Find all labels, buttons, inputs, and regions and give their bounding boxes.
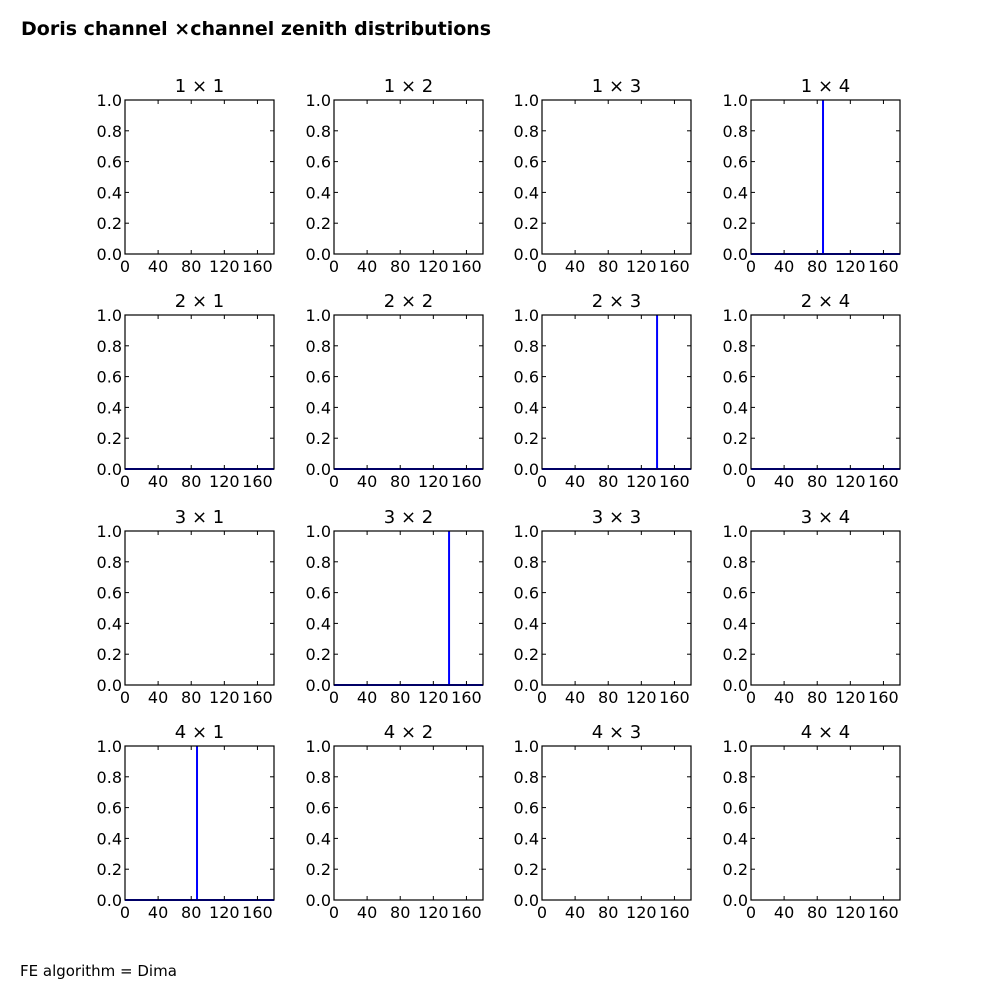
x-tick-label: 80 <box>390 257 411 276</box>
x-tick-label: 0 <box>119 903 131 922</box>
panel-title: 4 × 2 <box>383 722 434 743</box>
y-tick-label: 0.6 <box>722 583 748 603</box>
y-tick-label: 0.6 <box>513 798 539 818</box>
x-tick-label: 40 <box>147 688 169 707</box>
y-tick-label: 1.0 <box>722 91 748 110</box>
y-tick-label: 0.4 <box>722 829 748 849</box>
x-tick-label: 120 <box>418 903 449 922</box>
y-tick-label: 0.0 <box>722 245 748 264</box>
panel-title: 4 × 4 <box>800 722 851 743</box>
y-tick-label: 0.0 <box>305 460 331 479</box>
y-tick-label: 0.0 <box>305 676 331 695</box>
x-tick-label: 160 <box>242 688 273 707</box>
x-tick-label: 40 <box>356 688 378 707</box>
y-tick-label: 0.6 <box>513 152 539 172</box>
axes-frame <box>334 531 483 685</box>
x-tick-label: 120 <box>835 688 866 707</box>
panel-2-3 <box>514 291 691 491</box>
x-tick-label: 120 <box>209 257 240 276</box>
y-tick-label: 1.0 <box>513 522 539 541</box>
x-tick-label: 120 <box>209 688 240 707</box>
x-tick-label: 160 <box>868 903 899 922</box>
x-tick-label: 80 <box>390 472 411 491</box>
y-tick-label: 0.2 <box>513 214 539 234</box>
panel-title: 1 × 4 <box>800 76 851 97</box>
x-tick-label: 120 <box>418 257 449 276</box>
panel-1-3 <box>514 76 691 276</box>
y-tick-label: 1.0 <box>305 522 331 541</box>
y-tick-label: 0.4 <box>513 183 539 203</box>
y-tick-label: 0.2 <box>722 645 748 665</box>
y-tick-label: 0.2 <box>513 429 539 449</box>
y-tick-label: 0.2 <box>722 214 748 234</box>
axes-frame <box>334 746 483 900</box>
y-tick-label: 1.0 <box>305 737 331 756</box>
y-tick-label: 0.8 <box>96 121 122 141</box>
panel-3-3 <box>514 507 691 707</box>
x-tick-label: 160 <box>242 903 273 922</box>
x-tick-label: 40 <box>356 903 378 922</box>
axes-frame <box>125 746 274 900</box>
y-tick-label: 0.8 <box>513 336 539 356</box>
y-tick-label: 0.6 <box>305 367 331 387</box>
y-tick-label: 0.4 <box>96 614 122 634</box>
panel-title: 2 × 4 <box>800 291 851 312</box>
y-tick-label: 0.2 <box>722 860 748 880</box>
y-tick-label: 0.8 <box>722 121 748 141</box>
axes-frame <box>751 315 900 469</box>
x-tick-label: 80 <box>390 903 411 922</box>
y-tick-label: 1.0 <box>96 737 122 756</box>
y-tick-label: 0.2 <box>305 860 331 880</box>
x-tick-label: 40 <box>356 472 378 491</box>
y-tick-label: 0.0 <box>722 676 748 695</box>
y-tick-label: 0.4 <box>513 398 539 418</box>
axes-frame <box>542 100 691 254</box>
x-tick-label: 160 <box>868 257 899 276</box>
panel-4-1 <box>97 722 274 922</box>
axes-frame <box>542 746 691 900</box>
x-tick-label: 0 <box>536 903 548 922</box>
x-tick-label: 0 <box>745 472 757 491</box>
panel-4-3 <box>514 722 691 922</box>
x-tick-label: 160 <box>659 688 690 707</box>
x-tick-label: 120 <box>626 688 657 707</box>
x-tick-label: 80 <box>181 472 202 491</box>
x-tick-label: 80 <box>598 903 619 922</box>
y-tick-label: 0.0 <box>305 245 331 264</box>
x-tick-label: 40 <box>147 903 169 922</box>
y-tick-label: 0.0 <box>513 891 539 910</box>
x-tick-label: 40 <box>564 688 586 707</box>
y-tick-label: 0.6 <box>722 798 748 818</box>
y-tick-label: 0.8 <box>305 121 331 141</box>
panel-3-2 <box>306 507 483 707</box>
panel-2-4 <box>723 291 900 491</box>
y-tick-label: 0.0 <box>96 460 122 479</box>
y-tick-label: 0.2 <box>305 645 331 665</box>
x-tick-label: 160 <box>659 257 690 276</box>
y-tick-label: 0.8 <box>722 552 748 572</box>
y-tick-label: 1.0 <box>96 306 122 325</box>
x-tick-label: 160 <box>451 903 482 922</box>
y-tick-label: 0.0 <box>722 460 748 479</box>
panel-4-2 <box>306 722 483 922</box>
y-tick-label: 1.0 <box>305 306 331 325</box>
y-tick-label: 0.4 <box>96 183 122 203</box>
panel-2-2 <box>306 291 483 491</box>
y-tick-label: 0.2 <box>96 214 122 234</box>
x-tick-label: 160 <box>868 472 899 491</box>
x-tick-label: 120 <box>835 903 866 922</box>
y-tick-label: 1.0 <box>513 737 539 756</box>
y-tick-label: 0.0 <box>96 245 122 264</box>
axes-frame <box>751 746 900 900</box>
panel-1-2 <box>306 76 483 276</box>
y-tick-label: 0.4 <box>305 183 331 203</box>
y-tick-label: 0.0 <box>513 245 539 264</box>
x-tick-label: 80 <box>598 257 619 276</box>
y-tick-label: 0.2 <box>305 429 331 449</box>
x-tick-label: 0 <box>119 688 131 707</box>
x-tick-label: 80 <box>807 903 828 922</box>
y-tick-label: 0.0 <box>513 460 539 479</box>
y-tick-label: 1.0 <box>722 737 748 756</box>
panel-1-1 <box>97 76 274 276</box>
y-tick-label: 0.6 <box>96 367 122 387</box>
x-tick-label: 0 <box>328 257 340 276</box>
y-tick-label: 0.0 <box>722 891 748 910</box>
panel-4-4 <box>723 722 900 922</box>
x-tick-label: 120 <box>626 257 657 276</box>
x-tick-label: 120 <box>626 472 657 491</box>
panel-title: 1 × 2 <box>383 76 434 97</box>
y-tick-label: 1.0 <box>722 306 748 325</box>
x-tick-label: 0 <box>328 472 340 491</box>
x-tick-label: 120 <box>835 472 866 491</box>
y-tick-label: 0.4 <box>513 829 539 849</box>
x-tick-label: 160 <box>451 472 482 491</box>
x-tick-label: 160 <box>451 257 482 276</box>
x-tick-label: 80 <box>807 257 828 276</box>
panel-title: 3 × 3 <box>591 507 642 528</box>
y-tick-label: 0.6 <box>513 583 539 603</box>
y-tick-label: 0.6 <box>305 152 331 172</box>
y-tick-label: 0.8 <box>96 552 122 572</box>
x-tick-label: 40 <box>147 472 169 491</box>
y-tick-label: 0.4 <box>96 398 122 418</box>
x-tick-label: 40 <box>564 903 586 922</box>
y-tick-label: 0.2 <box>96 645 122 665</box>
y-tick-label: 0.4 <box>722 614 748 634</box>
algorithm-footnote: FE algorithm = Dima <box>20 962 177 980</box>
panel-title: 3 × 1 <box>174 507 225 528</box>
x-tick-label: 80 <box>598 688 619 707</box>
x-tick-label: 0 <box>536 472 548 491</box>
y-tick-label: 0.6 <box>513 367 539 387</box>
panel-3-1 <box>97 507 274 707</box>
y-tick-label: 0.2 <box>96 860 122 880</box>
x-tick-label: 0 <box>745 903 757 922</box>
x-tick-label: 0 <box>745 688 757 707</box>
y-tick-label: 0.8 <box>305 552 331 572</box>
x-tick-label: 80 <box>598 472 619 491</box>
panel-title: 4 × 3 <box>591 722 642 743</box>
x-tick-label: 0 <box>119 257 131 276</box>
x-tick-label: 40 <box>564 472 586 491</box>
y-tick-label: 0.8 <box>722 767 748 787</box>
panel-title: 2 × 2 <box>383 291 434 312</box>
y-tick-label: 1.0 <box>305 91 331 110</box>
x-tick-label: 0 <box>328 688 340 707</box>
panel-3-4 <box>723 507 900 707</box>
y-tick-label: 1.0 <box>96 522 122 541</box>
y-tick-label: 0.4 <box>722 183 748 203</box>
x-tick-label: 40 <box>773 688 795 707</box>
x-tick-label: 40 <box>773 257 795 276</box>
x-tick-label: 0 <box>536 257 548 276</box>
x-tick-label: 0 <box>119 472 131 491</box>
y-tick-label: 0.8 <box>513 767 539 787</box>
x-tick-label: 160 <box>868 688 899 707</box>
y-tick-label: 1.0 <box>513 91 539 110</box>
x-tick-label: 120 <box>418 688 449 707</box>
panel-title: 3 × 4 <box>800 507 851 528</box>
y-tick-label: 0.8 <box>305 767 331 787</box>
panel-title: 1 × 3 <box>591 76 642 97</box>
y-tick-label: 0.8 <box>722 336 748 356</box>
x-tick-label: 160 <box>451 688 482 707</box>
x-tick-label: 120 <box>626 903 657 922</box>
y-tick-label: 0.6 <box>305 798 331 818</box>
y-tick-label: 0.2 <box>513 860 539 880</box>
y-tick-label: 0.8 <box>305 336 331 356</box>
panel-2-1 <box>97 291 274 491</box>
y-tick-label: 0.2 <box>96 429 122 449</box>
y-tick-label: 0.2 <box>722 429 748 449</box>
y-tick-label: 1.0 <box>513 306 539 325</box>
x-tick-label: 160 <box>659 472 690 491</box>
x-tick-label: 80 <box>181 688 202 707</box>
y-tick-label: 0.6 <box>305 583 331 603</box>
y-tick-label: 0.8 <box>513 552 539 572</box>
x-tick-label: 40 <box>564 257 586 276</box>
y-tick-label: 0.0 <box>96 676 122 695</box>
y-tick-label: 1.0 <box>96 91 122 110</box>
y-tick-label: 0.2 <box>305 214 331 234</box>
x-tick-label: 40 <box>773 472 795 491</box>
y-tick-label: 0.6 <box>96 152 122 172</box>
panel-title: 2 × 3 <box>591 291 642 312</box>
axes-frame <box>334 100 483 254</box>
y-tick-label: 0.4 <box>513 614 539 634</box>
y-tick-label: 0.0 <box>513 676 539 695</box>
panel-title: 2 × 1 <box>174 291 225 312</box>
x-tick-label: 40 <box>147 257 169 276</box>
y-tick-label: 0.2 <box>513 645 539 665</box>
axes-frame <box>334 315 483 469</box>
x-tick-label: 80 <box>181 257 202 276</box>
y-tick-label: 0.6 <box>96 583 122 603</box>
x-tick-label: 80 <box>807 472 828 491</box>
y-tick-label: 0.4 <box>305 614 331 634</box>
y-tick-label: 0.6 <box>722 367 748 387</box>
y-tick-label: 0.4 <box>722 398 748 418</box>
x-tick-label: 80 <box>181 903 202 922</box>
x-tick-label: 160 <box>242 472 273 491</box>
x-tick-label: 80 <box>807 688 828 707</box>
x-tick-label: 120 <box>209 903 240 922</box>
x-tick-label: 120 <box>209 472 240 491</box>
axes-frame <box>125 315 274 469</box>
x-tick-label: 40 <box>356 257 378 276</box>
x-tick-label: 40 <box>773 903 795 922</box>
y-tick-label: 0.4 <box>96 829 122 849</box>
axes-frame <box>542 531 691 685</box>
x-tick-label: 120 <box>418 472 449 491</box>
panel-title: 4 × 1 <box>174 722 225 743</box>
x-tick-label: 160 <box>242 257 273 276</box>
axes-frame <box>125 100 274 254</box>
y-tick-label: 0.0 <box>305 891 331 910</box>
y-tick-label: 0.8 <box>513 121 539 141</box>
x-tick-label: 120 <box>835 257 866 276</box>
y-tick-label: 0.0 <box>96 891 122 910</box>
axes-frame <box>751 100 900 254</box>
x-tick-label: 160 <box>659 903 690 922</box>
axes-frame <box>542 315 691 469</box>
y-tick-label: 0.6 <box>96 798 122 818</box>
x-tick-label: 0 <box>536 688 548 707</box>
figure-title: Doris channel ×channel zenith distributions <box>21 18 492 40</box>
y-tick-label: 0.8 <box>96 336 122 356</box>
x-tick-label: 0 <box>745 257 757 276</box>
axes-frame <box>751 531 900 685</box>
y-tick-label: 0.4 <box>305 829 331 849</box>
axes-frame <box>125 531 274 685</box>
y-tick-label: 0.6 <box>722 152 748 172</box>
panel-title: 1 × 1 <box>174 76 225 97</box>
x-tick-label: 0 <box>328 903 340 922</box>
panel-1-4 <box>723 76 900 276</box>
y-tick-label: 0.8 <box>96 767 122 787</box>
x-tick-label: 80 <box>390 688 411 707</box>
panel-title: 3 × 2 <box>383 507 434 528</box>
y-tick-label: 0.4 <box>305 398 331 418</box>
y-tick-label: 1.0 <box>722 522 748 541</box>
